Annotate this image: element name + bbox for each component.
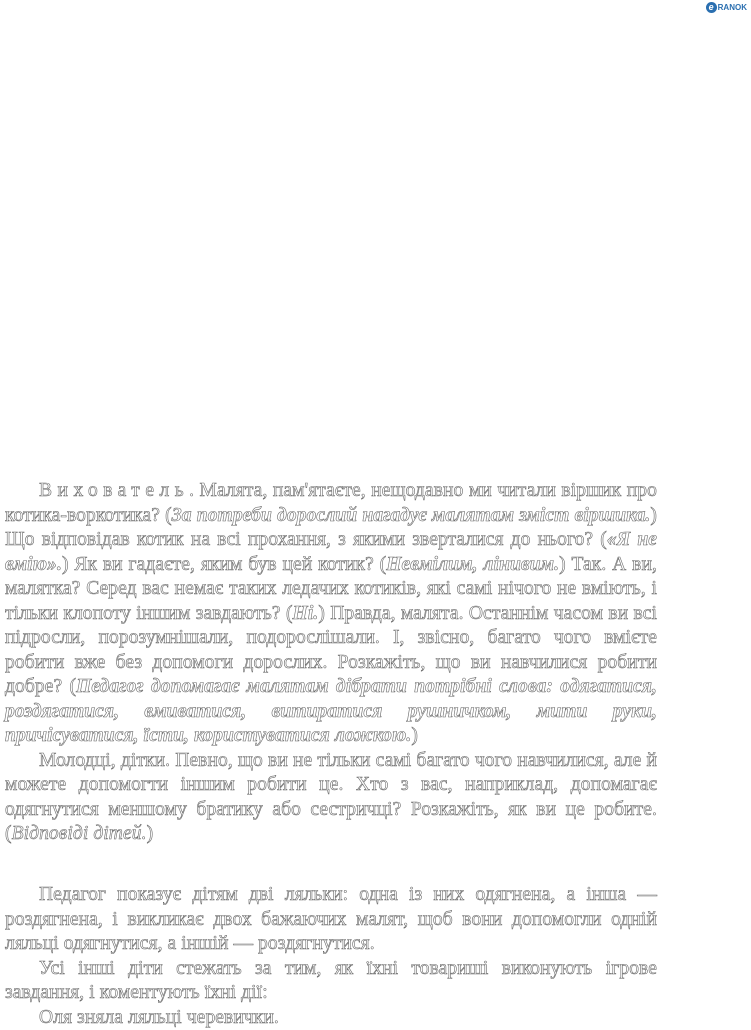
paragraph: Оля зняла ляльці черевички.: [39, 1006, 279, 1028]
children-answer: «Я не вмію».: [5, 529, 658, 575]
publisher-logo: [706, 2, 747, 13]
paragraph: Молодці, дітки. Певно, що ви не тільки самі багато чого навчилися, але й можете допомогти іншим робити це. Хто з вас, наприклад, допомагає одягнутися меншому братику або сестричці? Розкажіть, як ви це робите. (Відповіді дітей.): [5, 749, 657, 844]
paragraph: Педагог показує дітям дві ляльки: одна із них одягнена, а інша — роздягнена, і викликає двох бажаючих малят, щоб вони допомогли одній ляльці одягнутися, а іншій — роздягнутися.: [5, 884, 657, 954]
stage-direction: Педагог допомагає малятам дібрати потрібні слова: одягатися, роздягатися, вмиватися, витиратися рушничком, мити руки, причісуватися, їсти, користуватися ложкою.: [5, 676, 658, 746]
stage-direction: За потреби дорослий нагадує малятам зміст віршика.: [171, 504, 651, 526]
children-answer: Ні.: [292, 602, 319, 624]
speaker-label: Вихователь: [39, 480, 190, 501]
children-answer: Невмілим, лінивим.: [386, 553, 560, 575]
stage-direction: Відповіді дітей.: [11, 823, 147, 844]
logo-mark: e: [706, 2, 717, 13]
text-block-1: [5, 479, 657, 847]
logo-text: RANOK: [717, 3, 747, 12]
text-block-2: [5, 883, 657, 1030]
paragraph: Усі інші діти стежать за тим, як їхні товариші виконують ігрове завдання, і коментують їхні дії:: [5, 957, 657, 1003]
paragraph: Вихователь. Малята, пам'ятаєте, нещодавно ми читали віршик про котика-воркотика? (За потреби дорослий нагадує малятам зміст віршика.) Що відповідав котик на всі прохання, з якими зверталися до нього? («Я не вмію».) Як ви гадаєте, яким був цей котик? (Невмілим, лінивим.) Так. А ви, малятка? Серед вас немає таких ледачих котиків, які самі нічого не вміють, і тільки клопоту іншим завдають? (Ні.) Правда, малята. Останнім часом ви всі підросли, порозумнішали, подорослішали. І, звісно, багато чого вмієте робити вже без допомоги дорослих. Розкажіть, що ви навчилися робити добре? (Педагог допомагає малятам дібрати потрібні слова: одягатися, роздягатися, вмиватися, витиратися рушничком, мити руки, причісуватися, їсти, користуватися ложкою.): [5, 480, 658, 746]
